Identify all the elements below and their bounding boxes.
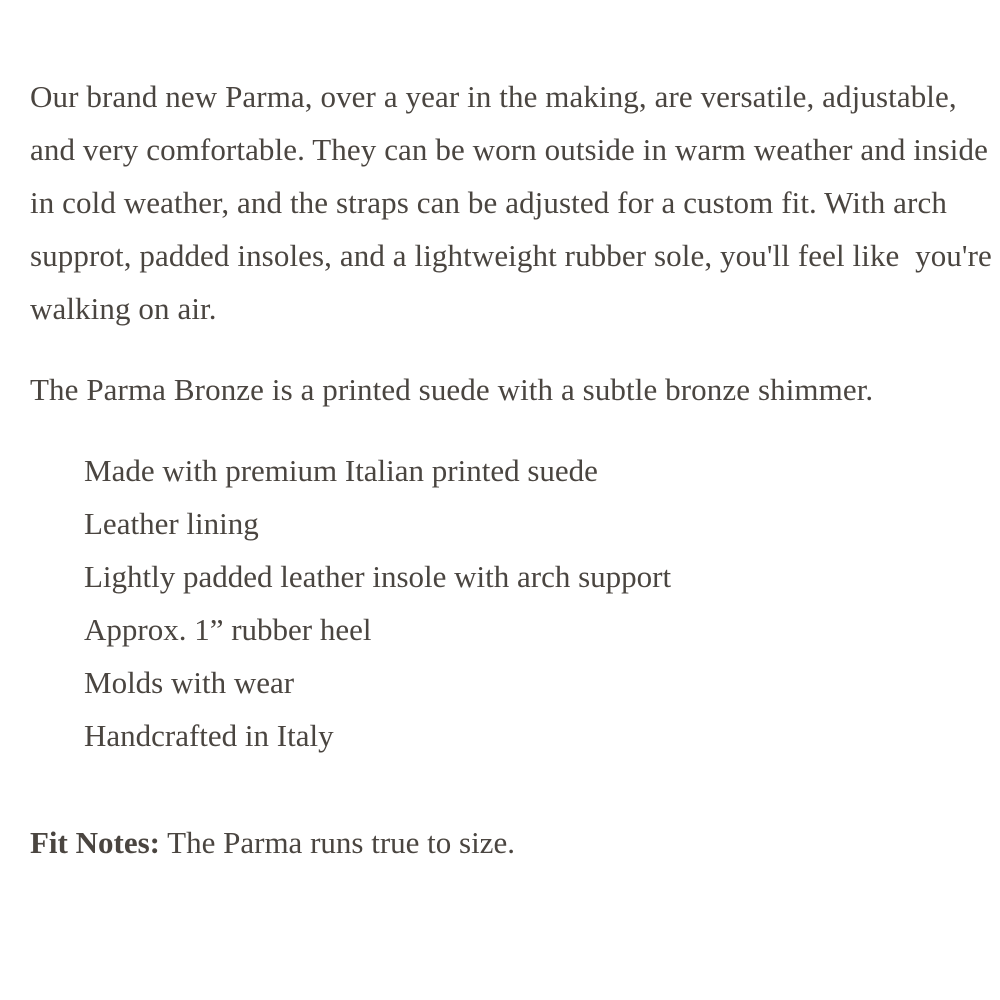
description-paragraph-intro: Our brand new Parma, over a year in the making, are versatile, adjustable, and very comfortable. They can be worn outside in warm weather and inside in cold weather, and the straps can be adjusted for a custom fit. With arch supprot, padded insoles, and a lightweight rubber sole, you'll feel like you're walking on air. — [30, 79, 1000, 326]
fit-notes-label: Fit Notes: — [30, 825, 160, 860]
fit-notes — [30, 816, 992, 869]
fit-notes-text: The Parma runs true to size. — [159, 825, 515, 860]
list-item: Approx. 1” rubber heel — [84, 612, 372, 647]
description-paragraph-bronze: The Parma Bronze is a printed suede with a subtle bronze shimmer. — [30, 372, 874, 407]
list-item: Handcrafted in Italy — [84, 718, 334, 753]
list-item: Leather lining — [84, 506, 259, 541]
list-item: Lightly padded leather insole with arch support — [84, 559, 672, 594]
list-item: Molds with wear — [84, 665, 295, 700]
list-item: Made with premium Italian printed suede — [84, 453, 598, 488]
product-description — [30, 70, 1000, 869]
feature-list — [30, 444, 992, 762]
